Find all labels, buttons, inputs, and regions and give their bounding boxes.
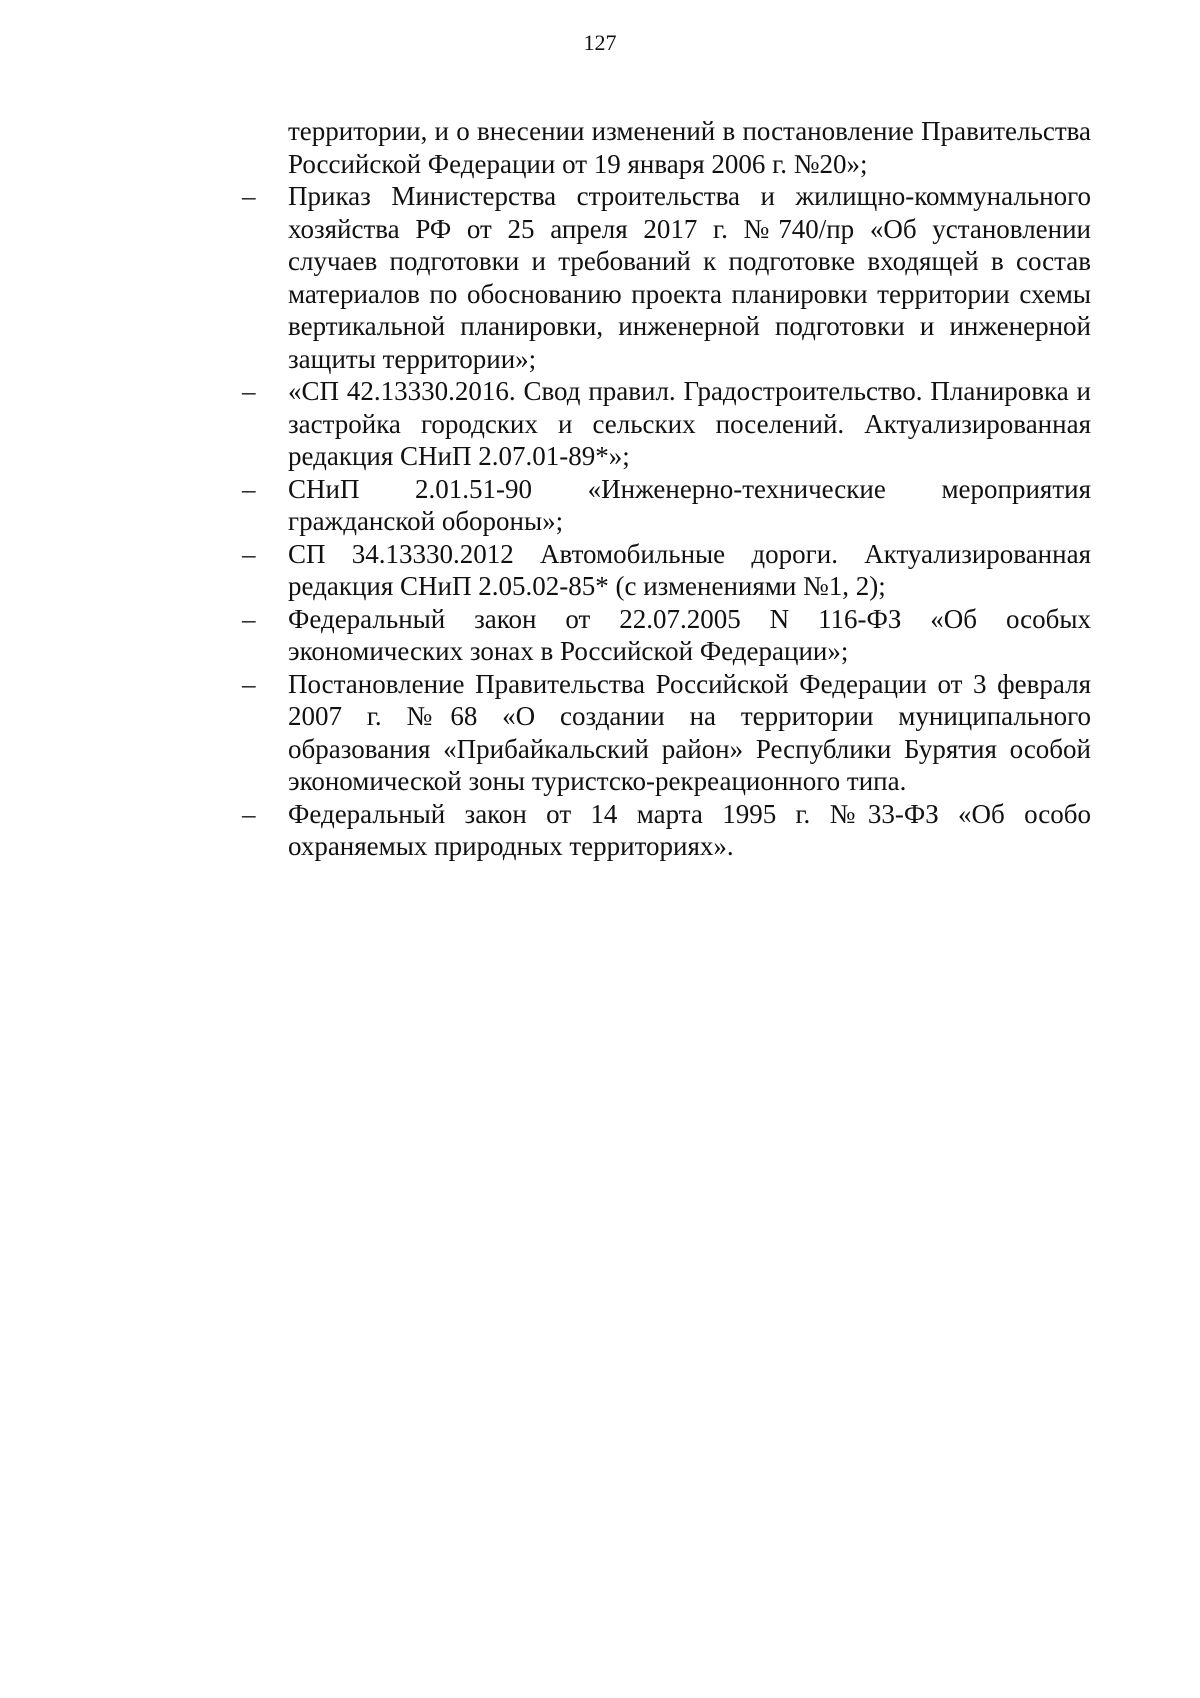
page-number: 127: [583, 30, 617, 55]
bullet-dash: –: [242, 603, 256, 634]
bullet-dash: –: [242, 668, 256, 699]
list-item: [242, 180, 1091, 375]
list-item-text: Приказ Министерства строительства и жилищно-коммунального хозяйства РФ от 25 апреля 2017 г. №740/пр «Об установлении случаев подготовки и требований к подготовке входящей в состав материалов по обоснованию проекта планировки территории схемы вертикальной планировки, инженерной подготовки и инженерной защиты территории»;: [288, 181, 1091, 374]
list-item-text: Федеральный закон от 22.07.2005 N 116-ФЗ «Об особых экономических зонах в Российской Федерации»;: [288, 603, 1091, 666]
list-item-text: СНиП 2.01.51-90 «Инженерно-технические мероприятия гражданской обороны»;: [288, 473, 1091, 536]
bullet-dash: –: [242, 181, 256, 211]
bullet-dash: –: [242, 798, 256, 829]
bullet-dash: –: [242, 538, 256, 569]
document-body: [242, 115, 1091, 863]
list-item-text: Федеральный закон от 14 марта 1995 г. №33-ФЗ «Об особо охраняемых природных территориях».: [288, 798, 1091, 861]
regulations-list: [242, 180, 1091, 863]
list-item: [242, 375, 1091, 473]
intro-paragraph: территории, и о внесении изменений в постановление Правительства Российской Федерации от 19 января 2006 г. №20»;: [288, 116, 1091, 179]
list-item: [242, 538, 1091, 603]
list-item-text: «СП 42.13330.2016. Свод правил. Градостроительство. Планировка и застройка городских и сельских поселений. Актуализированная редакция СНиП 2.07.01-89*»;: [288, 376, 1091, 471]
list-item-text: Постановление Правительства Российской Федерации от 3 февраля 2007 г. №68 «О создании на территории муниципального образования «Прибайкальский район» Республики Бурятия особой экономической зоны туристско-рекреационного типа.: [288, 668, 1091, 796]
bullet-dash: –: [242, 473, 256, 504]
list-item: [242, 798, 1091, 863]
list-item: [242, 603, 1091, 668]
list-item: [242, 668, 1091, 798]
bullet-dash: –: [242, 376, 256, 406]
list-item-text: СП 34.13330.2012 Автомобильные дороги. Актуализированная редакция СНиП 2.05.02-85* (с изменениями №1, 2);: [288, 538, 1091, 601]
list-item: [242, 473, 1091, 538]
